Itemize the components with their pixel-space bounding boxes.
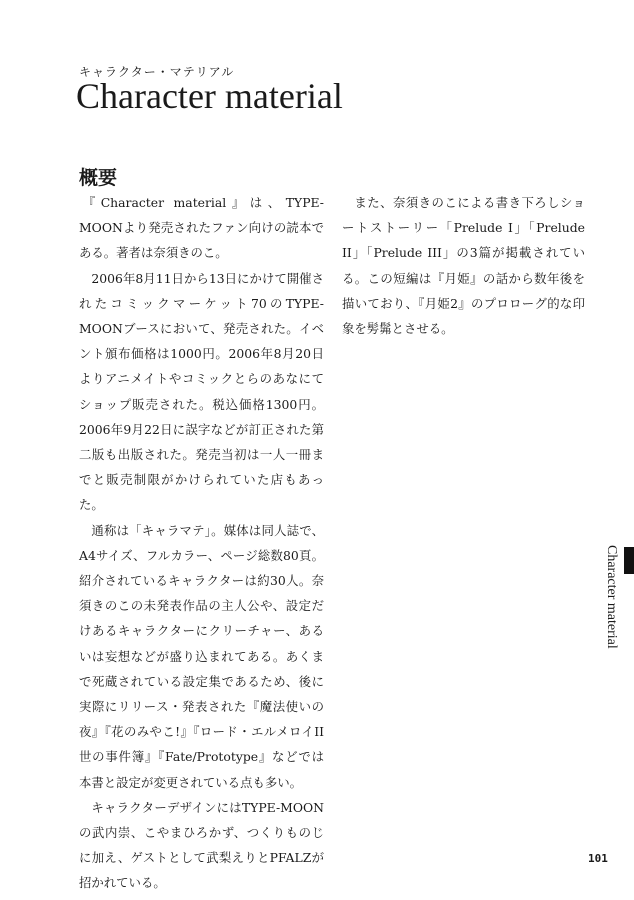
body-paragraph: 通称は「キャラマテ」。媒体は同人誌で、A4サイズ、フルカラー、ページ総数80頁。紹介されているキャラクターは約30人。奈須きのこの未発表作品の主人公や、設定だけあるキャラクターにクリーチャー、あるいは妄想などが盛り込まれてある。あくまで死蔵されている設定集であるため、後に実際にリリース・発表された『魔法使いの夜』『花のみやこ!』『ロード・エルメロイII世の事件簿』『Fate/Prototype』などでは本書と設定が変更されている点も多い。	[79, 522, 324, 790]
page-number: 101	[588, 852, 608, 865]
body-column-left	[79, 190, 324, 896]
page-title: Character material	[76, 76, 343, 116]
title-kicker: キャラクター・マテリアル	[79, 65, 235, 79]
body-column-right	[342, 190, 585, 341]
side-tab-label: Character material	[604, 545, 619, 649]
body-paragraph: 2006年8月11日から13日にかけて開催されたコミックマーケット70のTYPE-MOONブースにおいて、発売された。イベント頒布価格は1000円。2006年8月20日よりアニメイトやコミックとらのあなにてショップ販売された。税込価格1300円。2006年9月22日に誤字などが訂正された第二版も出版された。発売当初は一人一冊までと販売制限がかけられていた店もあった。	[79, 270, 324, 513]
body-paragraph: キャラクターデザインにはTYPE-MOONの武内崇、こやまひろかず、つくりものじに加え、ゲストとして武梨えりとPFALZが招かれている。	[79, 799, 324, 891]
side-tab-marker	[624, 547, 634, 574]
body-paragraph: 『Character material』は、TYPE-MOONより発売されたファン向けの読本である。著者は奈須きのこ。	[79, 195, 324, 261]
body-paragraph: また、奈須きのこによる書き下ろしショートストーリー「Prelude I」「Prelude II」「Prelude III」の3篇が掲載されている。この短編は『月姫』の話から数年後を描いており、『月姫2』のプロローグ的な印象を髣髴とさせる。	[342, 195, 585, 337]
section-heading: 概要	[79, 167, 118, 189]
